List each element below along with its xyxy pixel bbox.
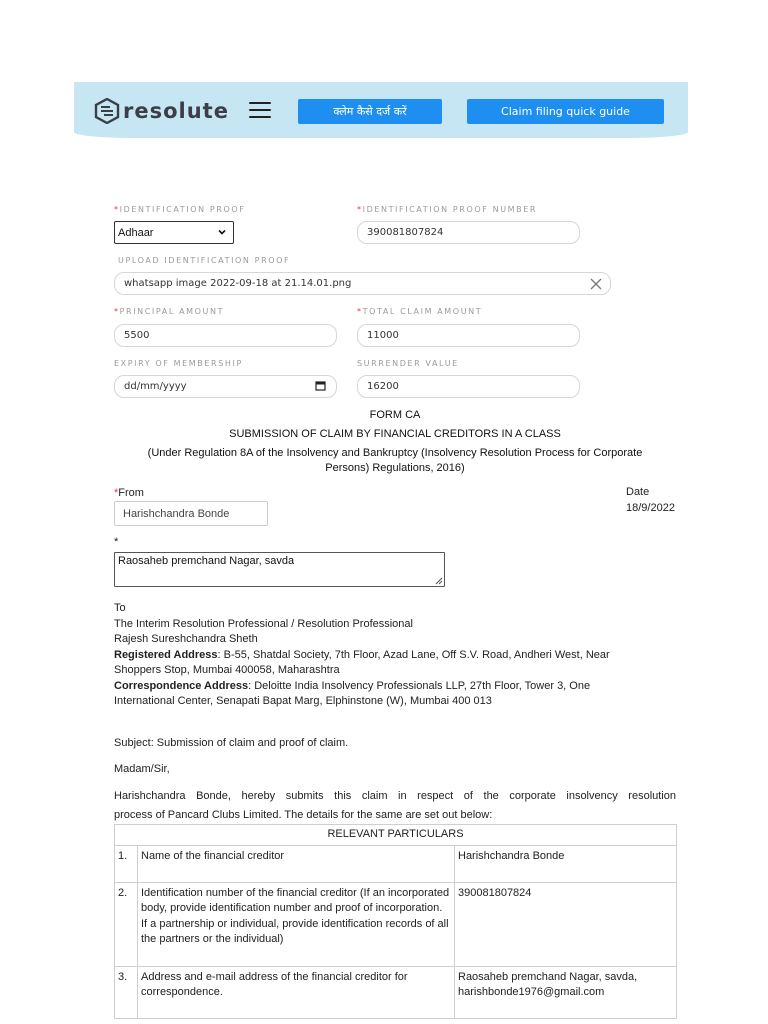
from-name-field[interactable]: Harishchandra Bonde [114,501,268,526]
principal-amount-field[interactable]: 5500 [114,324,337,347]
id-proof-selected-value: Adhaar [118,226,154,239]
regulation-text: (Under Regulation 8A of the Insolvency and Bankruptcy (Insolvency Resolution Process for Corporate Persons) Regulations, 2016) [147,447,643,474]
brand-name: resolute [123,99,229,123]
clear-upload-close-icon[interactable] [589,277,603,291]
date-label: Date [626,486,650,498]
resize-grip-icon[interactable] [435,577,443,585]
id-proof-select[interactable] [114,221,234,244]
relevant-particulars-table [114,824,677,1019]
form-title: FORM CA [369,409,421,421]
expiry-label: EXPIRY OF MEMBERSHIP [114,359,243,368]
brand-logo[interactable] [94,97,229,125]
table-heading: RELEVANT PARTICULARS [115,825,677,846]
expiry-date-field[interactable]: dd/mm/yyyy [114,375,337,398]
calendar-icon[interactable] [315,380,326,391]
resolute-logo-icon [94,98,120,124]
how-to-file-claim-hindi-button[interactable]: क्लेम कैसे दर्ज करें [298,99,442,124]
address-required-marker: * [114,536,119,548]
to-label: To [114,602,126,614]
chevron-down-icon [217,227,227,237]
table-row: 3. Address and e-mail address of the financial creditor for correspondence. Raosaheb premchand Nagar, savda, harishbonde1976@gmail.com [115,966,677,1018]
principal-label: *PRINCIPAL AMOUNT [114,307,225,316]
upload-label: UPLOAD IDENTIFICATION PROOF [118,256,291,265]
total-claim-label: *TOTAL CLAIM AMOUNT [357,307,483,316]
id-number-field[interactable]: 390081807824 [357,221,580,244]
subject-line: Subject: Submission of claim and proof of claim. [114,737,349,749]
id-proof-label: *IDENTIFICATION PROOF [114,205,246,214]
recipient-block: To The Interim Resolution Professional / Resolution Professional Rajesh Sureshchandra Sheth Registered Address: B-55, Shatdal Society, 7th Floor, Azad Lane, Off S.V. Road, Andheri West, Near Shoppers Stop, Mumbai 400058, Maharashtra Correspondence Address: Deloitte India Insolvency Professionals LLP, 27th Floor, Tower 3, One International Center, Senapati Bapat Marg, Elphinstone (W), Mumbai 400 013 [114,601,676,710]
surrender-value-field[interactable]: 16200 [357,375,580,398]
form-subtitle: SUBMISSION OF CLAIM BY FINANCIAL CREDITORS IN A CLASS [229,428,561,440]
correspondence-address: Correspondence Address: Deloitte India Insolvency Professionals LLP, 27th Floor, Tower 3, One [114,679,591,692]
claim-filing-guide-button[interactable]: Claim filing quick guide [467,99,664,124]
table-row: 1. Name of the financial creditor Harishchandra Bonde [115,845,677,882]
table-row: 2. Identification number of the financial creditor (If an incorporated body, provide identification number and proof of incorporation. If a partnership or individual, provide identification records of all the partners or the individual) 390081807824 [115,882,677,966]
surrender-label: SURRENDER VALUE [357,359,459,368]
date-value: 18/9/2022 [626,502,675,514]
upload-file-field[interactable]: whatsapp image 2022-09-18 at 21.14.01.png [114,272,611,295]
body-paragraph: Harishchandra Bonde, hereby submits this claim in respect of the corporate insolvency resolution process of Pancard Clubs Limited. The details for the same are set out below: [114,790,676,821]
total-claim-field[interactable]: 11000 [357,324,580,347]
recipient-name: Rajesh Sureshchandra Sheth [114,633,258,645]
id-number-label: *IDENTIFICATION PROOF NUMBER [357,205,538,214]
creditor-address-textarea[interactable]: Raosaheb premchand Nagar, savda [114,552,445,587]
from-label: *From [114,487,144,499]
salutation: Madam/Sir, [114,763,170,775]
registered-address: Registered Address: B-55, Shatdal Society, 7th Floor, Azad Lane, Off S.V. Road, Andheri West, Near [114,648,610,661]
recipient-title: The Interim Resolution Professional / Resolution Professional [114,617,413,630]
hamburger-menu-icon[interactable] [249,102,271,120]
